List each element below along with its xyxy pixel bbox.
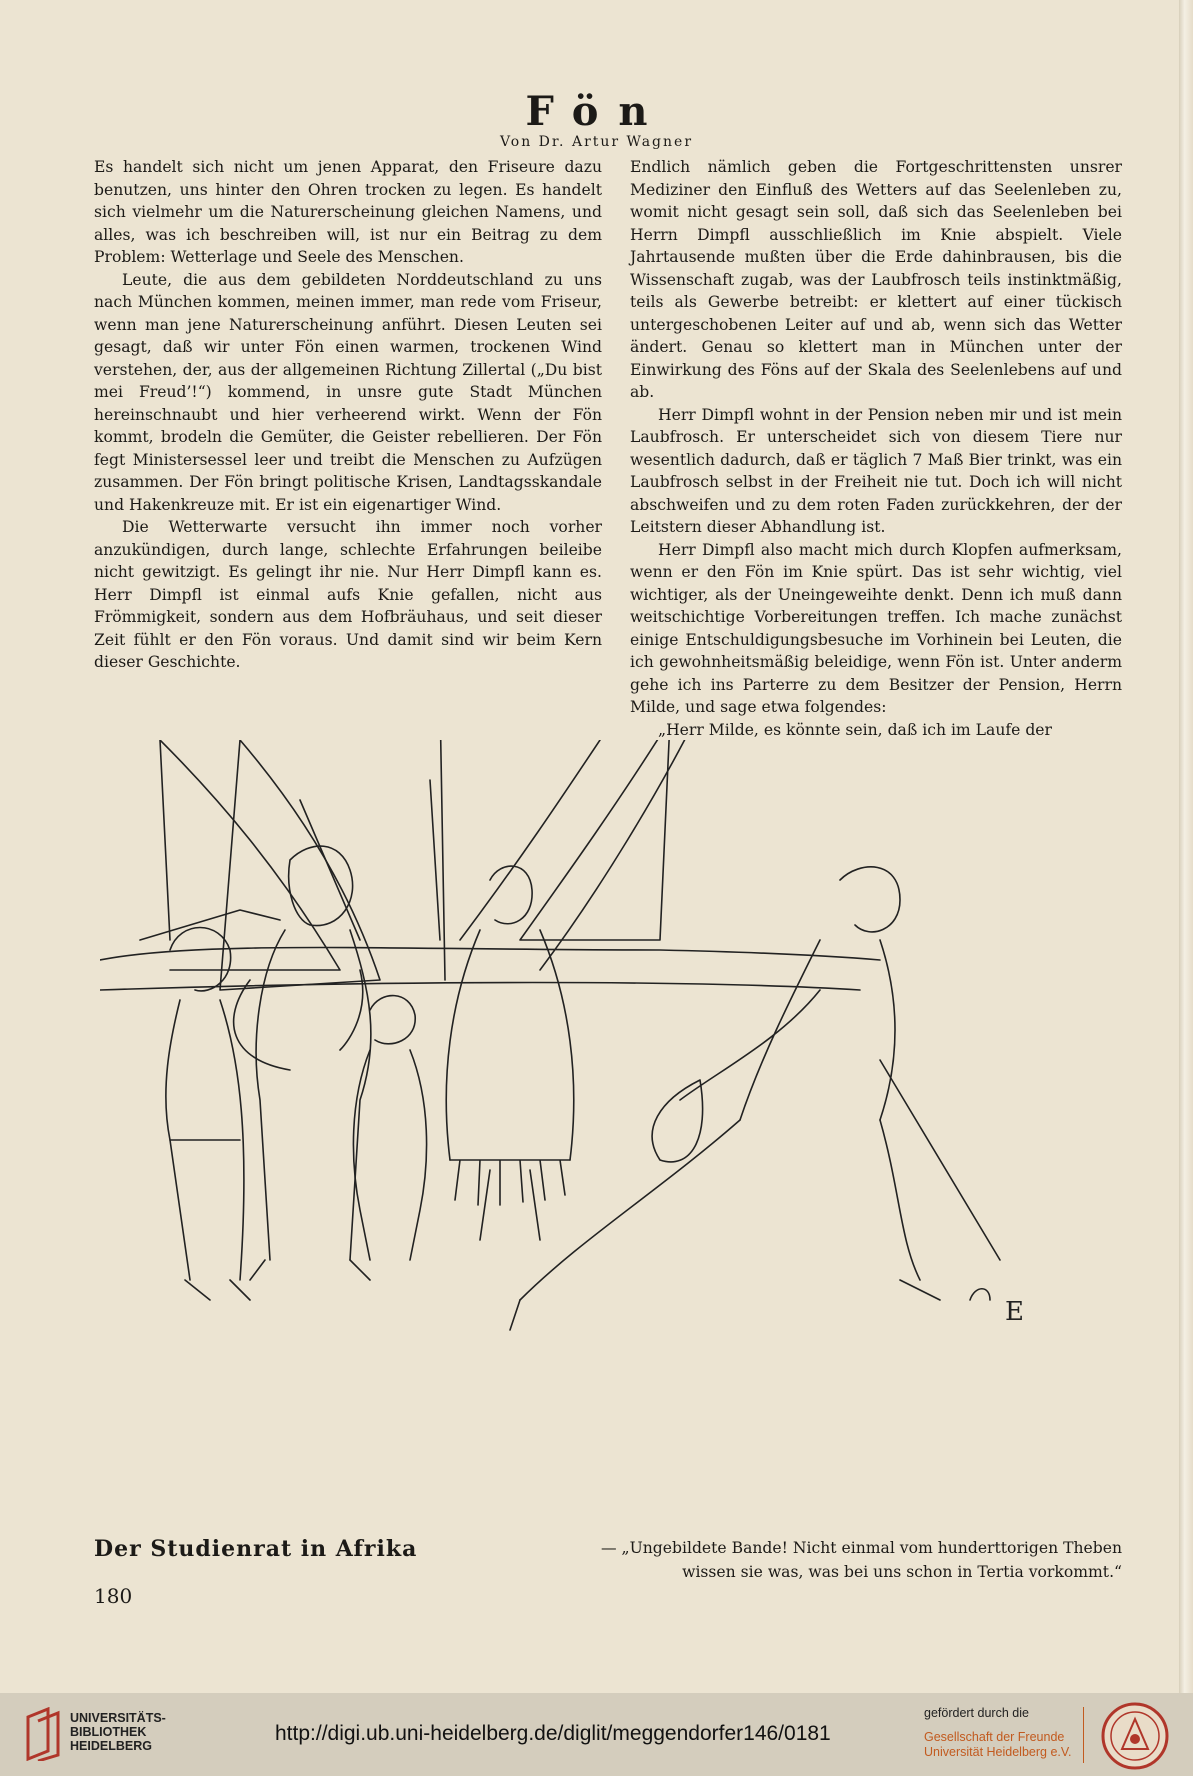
article-byline: Von Dr. Artur Wagner [499, 134, 694, 150]
library-name-line: BIBLIOTHEK [70, 1725, 147, 1739]
library-name-line: HEIDELBERG [70, 1739, 152, 1753]
sponsor-name-line: Universität Heidelberg e.V. [924, 1745, 1072, 1759]
sponsor-name-line: Gesellschaft der Freunde [924, 1730, 1065, 1744]
footer-divider [1083, 1707, 1084, 1763]
artist-signature: E [1005, 1297, 1024, 1327]
paragraph: „Herr Milde, es könnte sein, daß ich im Laufe der [658, 720, 1052, 739]
university-seal-icon [1100, 1701, 1170, 1771]
cartoon-drawing-icon [100, 740, 1120, 1530]
paragraph: Endlich nämlich geben die Fortgeschrittensten unsrer Mediziner den Einfluß des Wetters auf das Seelenleben zu, womit nicht gesagt sein soll, daß sich das Seelenleben bei Herrn Dimpfl ausschließlich im Knie abspielt. Viele Jahrtausende mußten über die Erde dahinbrausen, bis die Wissenschaft zugab, was der Laubfrosch teils instinktmäßig, teils als Gewerbe betreibt: er klettert auf einer tückisch untergeschobenen Leiter auf und ab, wenn sich das Wetter ändert. Genau so klettert man in München unter der Einwirkung des Föns auf der Skala des Seelenlebens auf und ab. [630, 158, 1122, 401]
paragraph: Herr Dimpfl wohnt in der Pension neben mir und ist mein Laubfrosch. Er unterscheidet sich von diesem Tiere nur wesentlich dadurch, daß er täglich 7 Maß Bier trinkt, was ein Laubfrosch selbst in der Freiheit nie tut. Doch ich will nicht abschweifen und zu dem roten Faden zurückkehren, der der Leitstern dieser Abhandlung ist. [630, 405, 1122, 536]
caption-title: Der Studienrat in Afrika [94, 1536, 418, 1562]
paragraph: Leute, die aus dem gebildeten Norddeutschland zu uns nach München kommen, meinen immer, man rede vom Friseur, wenn man jene Naturerscheinung anführt. Diesen Leuten sei gesagt, daß wir unter Fön einen warmen, trockenen Wind verstehen, der, aus der allgemeinen Richtung Zillertal („Du bist mei Freud’!“) kommend, in unsre gute Stadt München hereinschnaubt und hier verheerend wirkt. Wenn der Fön kommt, brodeln die Gemüter, die Geister rebellieren. Der Fön fegt Ministersessel leer und treibt die Menschen zu Aufzügen zusammen. Der Fön bringt politische Krisen, Landtagsskandale und Hakenkreuze mit. Er ist ein eigenartiger Wind. [94, 270, 602, 514]
sponsor-label: gefördert durch die [924, 1706, 1029, 1720]
library-name-line: UNIVERSITÄTS- [70, 1711, 166, 1725]
permalink-url[interactable]: http://digi.ub.uni-heidelberg.de/diglit/meggendorfer146/0181 [275, 1722, 831, 1745]
right-column [630, 156, 1122, 741]
page-number: 180 [94, 1584, 133, 1608]
library-name [70, 1711, 166, 1753]
sponsor-name [924, 1730, 1072, 1760]
paragraph: Die Wetterwarte versucht ihn immer noch vorher anzukündigen, durch lange, schlechte Erfahrungen beileibe nicht gewitzigt. Es gelingt ihr nie. Nur Herr Dimpfl kann es. Herr Dimpfl ist einmal aufs Knie gefallen, nicht aus Frömmigkeit, sondern aus dem Hofbräuhaus, und seit dieser Zeit fühlt er den Fön voraus. Und damit sind wir beim Kern dieser Geschichte. [94, 518, 602, 671]
left-column [94, 156, 602, 674]
paragraph: Herr Dimpfl also macht mich durch Klopfen aufmerksam, wenn er den Fön im Knie spürt. Das ist sehr wichtig, viel wichtiger, als der Uneingeweihte denkt. Denn ich muß dann weitschichtige Vorbereitungen treffen. Ich mache zunächst einige Entschuldigungsbesuche im Vorhinein bei Leuten, die ich gewohnheitsmäßig beleidige, wenn Fön ist. Unter anderm gehe ich ins Parterre zu dem Besitzer der Pension, Herrn Milde, und sage etwa folgendes: [630, 540, 1122, 716]
caption-quote: — „Ungebildete Bande! Nicht einmal vom hunderttorigen Theben wissen sie was, was bei uns schon in Tertia vorkommt.“ [600, 1539, 1122, 1581]
paragraph: Es handelt sich nicht um jenen Apparat, den Friseure dazu benutzen, uns hinter den Ohren trocken zu legen. Es handelt sich vielmehr um die Naturerscheinung gleichen Namens, und alles, was ich beschreiben will, ist nur ein Beitrag zu dem Problem: Wetterlage und Seele des Menschen. [94, 158, 602, 266]
page-edge [1179, 0, 1193, 1693]
article-title: Fön [525, 88, 668, 135]
library-logo-icon [26, 1707, 64, 1761]
footer-bar [0, 1693, 1193, 1776]
